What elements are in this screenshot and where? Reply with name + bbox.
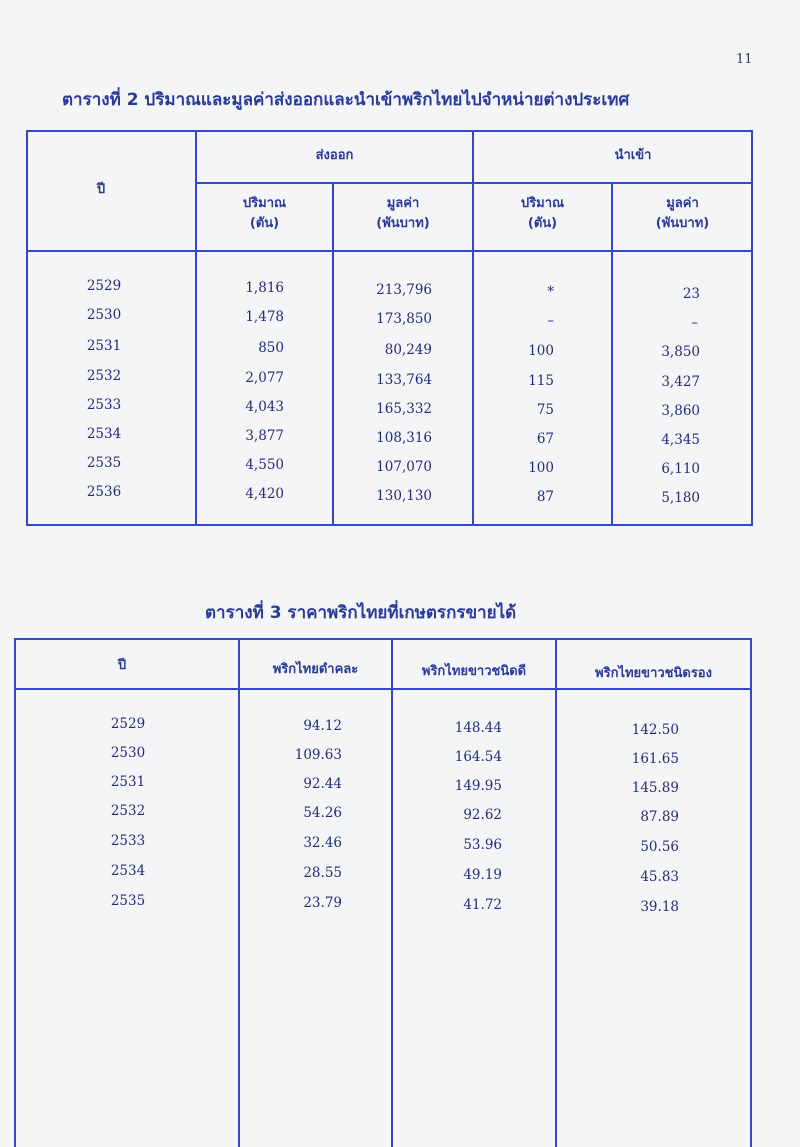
table2-export-value-header — [334, 194, 472, 234]
export-qty-cell: 2,077 — [245, 370, 284, 386]
white-second-price-cell: 142.50 — [631, 722, 679, 738]
year-cell: 2529 — [86, 278, 122, 294]
table3-white-second-header: พริกไทยขาวชนิดรอง — [595, 666, 712, 681]
year-cell: 2534 — [86, 426, 122, 442]
year-cell: 2530 — [86, 307, 122, 323]
table2-import-qty-header — [474, 194, 611, 234]
table3-divider — [555, 638, 557, 1147]
export-qty-cell: 4,550 — [245, 457, 284, 473]
value-label: มูลค่า — [386, 196, 420, 211]
black-price-cell: 92.44 — [303, 776, 342, 792]
table3-black-header: พริกไทยดำคละ — [272, 662, 359, 677]
white-second-price-cell: 161.65 — [631, 751, 679, 767]
import-qty-cell: 75 — [536, 402, 554, 418]
qty-label: ปริมาณ — [520, 196, 565, 211]
qty-label: ปริมาณ — [242, 196, 287, 211]
black-price-cell: 28.55 — [303, 865, 342, 881]
year-cell: 2535 — [86, 455, 122, 471]
table2-import-header: นำเข้า — [614, 148, 652, 163]
year-cell: 2536 — [86, 484, 122, 500]
table2-year-header: ปี — [96, 182, 106, 197]
table2-divider — [332, 183, 334, 526]
white-second-price-cell: 50.56 — [640, 839, 679, 855]
import-value-cell: 4,345 — [661, 432, 700, 448]
import-qty-cell: – — [547, 313, 554, 329]
white-second-price-cell: 145.89 — [631, 780, 679, 796]
export-qty-cell: 850 — [258, 340, 284, 356]
year-cell: 2533 — [110, 833, 146, 849]
import-qty-cell: 115 — [528, 373, 554, 389]
qty-unit: (ตัน) — [249, 216, 280, 231]
table3-title: ตารางที่ 3 ราคาพริกไทยที่เกษตรกรขายได้ — [205, 603, 517, 623]
black-price-cell: 54.26 — [303, 805, 342, 821]
black-price-cell: 94.12 — [303, 718, 342, 734]
table3-divider — [238, 638, 240, 1147]
import-value-cell: 5,180 — [661, 490, 700, 506]
white-second-price-cell: 87.89 — [640, 809, 679, 825]
export-qty-cell: 3,877 — [245, 428, 284, 444]
export-value-cell: 107,070 — [376, 459, 432, 475]
table3-white-good-header: พริกไทยขาวชนิดดี — [421, 664, 527, 679]
export-qty-cell: 1,816 — [245, 280, 284, 296]
import-value-cell: 3,850 — [661, 344, 700, 360]
import-qty-cell: 100 — [528, 460, 554, 476]
export-value-cell: 165,332 — [376, 401, 432, 417]
export-value-cell: 108,316 — [376, 430, 432, 446]
qty-unit: (ตัน) — [527, 216, 558, 231]
year-cell: 2535 — [110, 893, 146, 909]
year-cell: 2531 — [86, 338, 122, 354]
black-price-cell: 23.79 — [303, 895, 342, 911]
white-good-price-cell: 41.72 — [463, 897, 502, 913]
value-unit: (พันบาท) — [376, 216, 430, 231]
table3-top-rule — [14, 638, 751, 640]
import-value-cell: 3,427 — [661, 374, 700, 390]
year-cell: 2532 — [86, 368, 122, 384]
year-cell: 2530 — [110, 745, 146, 761]
year-cell: 2531 — [110, 774, 146, 790]
black-price-cell: 109.63 — [294, 747, 342, 763]
white-good-price-cell: 149.95 — [454, 778, 502, 794]
import-qty-cell: * — [547, 284, 554, 300]
year-cell: 2532 — [110, 803, 146, 819]
export-value-cell: 213,796 — [376, 282, 432, 298]
table2-export-qty-header — [197, 194, 332, 234]
table2-divider — [472, 130, 474, 526]
import-value-cell: – — [691, 315, 698, 331]
page-number: 11 — [736, 52, 753, 67]
table2-divider — [195, 182, 752, 184]
white-good-price-cell: 92.62 — [463, 807, 502, 823]
table3-divider — [391, 638, 393, 1147]
table3-header-rule — [14, 688, 751, 690]
table3-left-border — [14, 638, 16, 1147]
table2-title: ตารางที่ 2 ปริมาณและมูลค่าส่งออกและนำเข้าพริกไทยไปจำหน่ายต่างประเทศ — [62, 90, 630, 110]
import-qty-cell: 67 — [536, 431, 554, 447]
import-value-cell: 23 — [682, 286, 700, 302]
export-value-cell: 130,130 — [376, 488, 432, 504]
export-qty-cell: 4,043 — [245, 399, 284, 415]
import-qty-cell: 100 — [528, 343, 554, 359]
white-second-price-cell: 39.18 — [640, 899, 679, 915]
table3-year-header: ปี — [117, 658, 127, 673]
export-value-cell: 173,850 — [376, 311, 432, 327]
white-good-price-cell: 49.19 — [463, 867, 502, 883]
white-second-price-cell: 45.83 — [640, 869, 679, 885]
value-unit: (พันบาท) — [655, 216, 710, 231]
white-good-price-cell: 53.96 — [463, 837, 502, 853]
table2-divider — [195, 130, 197, 526]
white-good-price-cell: 148.44 — [454, 720, 502, 736]
table3-right-border — [750, 638, 752, 1147]
black-price-cell: 32.46 — [303, 835, 342, 851]
export-qty-cell: 4,420 — [245, 486, 284, 502]
table2-import-value-header — [613, 194, 752, 234]
year-cell: 2534 — [110, 863, 146, 879]
export-value-cell: 133,764 — [376, 372, 432, 388]
table2-header-rule — [26, 250, 753, 252]
import-value-cell: 3,860 — [661, 403, 700, 419]
table2-divider — [611, 183, 613, 526]
value-label: มูลค่า — [666, 196, 699, 211]
white-good-price-cell: 164.54 — [454, 749, 502, 765]
table2-export-header: ส่งออก — [315, 148, 354, 163]
import-value-cell: 6,110 — [661, 461, 700, 477]
import-qty-cell: 87 — [536, 489, 554, 505]
export-qty-cell: 1,478 — [245, 309, 284, 325]
export-value-cell: 80,249 — [384, 342, 432, 358]
year-cell: 2533 — [86, 397, 122, 413]
year-cell: 2529 — [110, 716, 146, 732]
